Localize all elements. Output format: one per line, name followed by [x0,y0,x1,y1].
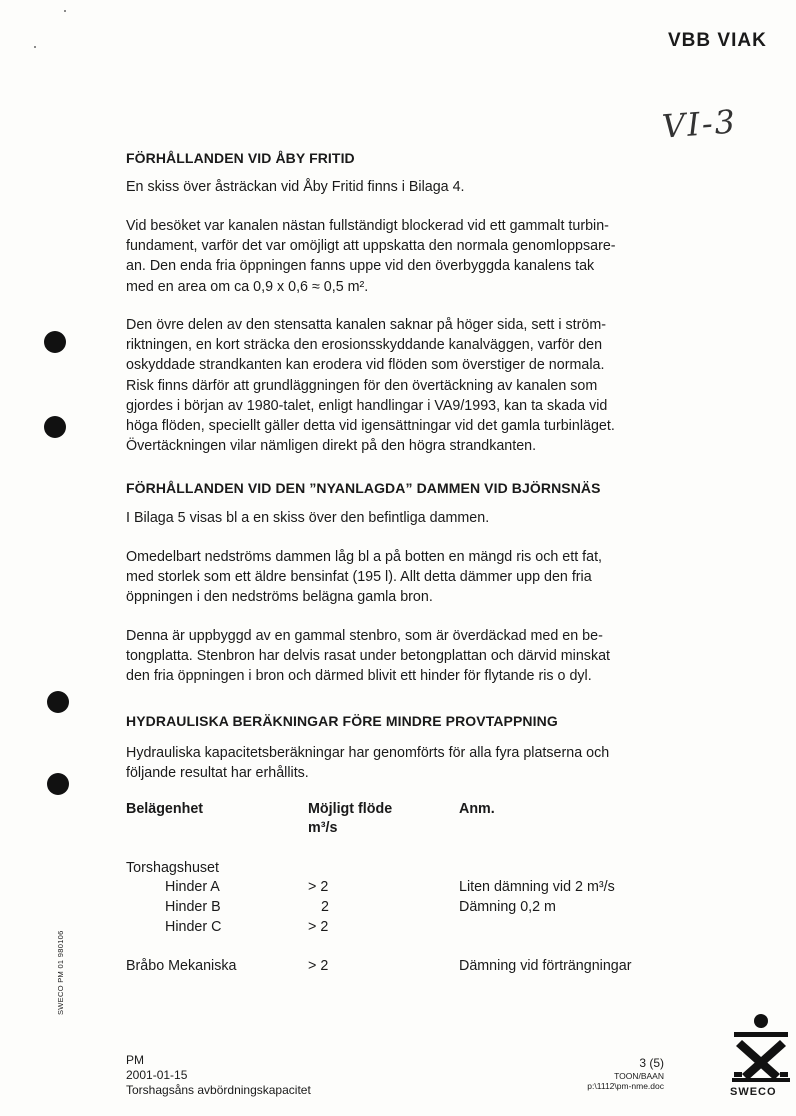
text-line: oskyddade strandkanten kan erodera vid flöden som överstiger de normala. [126,357,605,374]
text-line: med storlek som ett äldre bensinfat (195 l). Allt detta dämmer upp den fria [126,569,592,586]
text-line: Vid besöket var kanalen nästan fullständigt blockerad vid ett gammalt turbin- [126,218,609,234]
punch-hole [47,773,69,795]
handwritten-note: VI-3 [660,102,739,146]
paragraph-aby-blockage [126,216,666,297]
text-line: an. Den enda fria öppningen fanns uppe vid den överbyggda kanalens tak [126,258,595,275]
text-line: Risk finns därför att grundläggningen för den övertäckning av kanalen som [126,377,598,394]
section-heading-hydraulics: HYDRAULISKA BERÄKNINGAR FÖRE MINDRE PROVTAPPNING [126,713,558,729]
paragraph-bjornsnas-intro: I Bilaga 5 visas bl a en skiss över den befintliga dammen. [126,510,490,526]
table-header-flow-unit: m³/s [308,820,338,836]
text-line: Den övre delen av den stensatta kanalen saknar på höger sida, sett i ström- [126,317,607,333]
text-line: med en area om ca 0,9 x 0,6 ≈ 0,5 m². [126,278,369,295]
table-row-remark: Liten dämning vid 2 m³/s [459,879,615,895]
footer-doc-type: PM [126,1053,144,1067]
text-line: följande resultat har erhållits. [126,765,309,782]
punch-hole [47,691,69,713]
brand-header: VBB VIAK [668,30,767,51]
table-row-name: Hinder C [165,919,222,935]
text-line: gjordes i början av 1980-talet, enligt handlingar i VA9/1993, kan ta skada vid [126,397,608,414]
text-line: tongplatta. Stenbron har delvis rasat under betongplattan och därvid minskat [126,648,611,665]
footer-author-info [560,1071,664,1091]
sweco-logo-text: SWECO [730,1086,777,1098]
table-row-name: Hinder A [165,879,220,895]
text-line: Omedelbart nedströms dammen låg bl a på botten en mängd ris och ett fat, [126,549,603,565]
table-row-flow: > 2 [308,958,329,974]
table-header-location: Belägenhet [126,801,204,817]
scan-speck [34,46,36,48]
table-header-remark: Anm. [459,801,495,817]
footer-doc-info [126,1053,311,1098]
text-line: riktningen, en kort sträcka den erosionsskyddande kanalväggen, varför den [126,337,603,354]
table-header-flow: Möjligt flöde [308,801,393,817]
text-line: den fria öppningen i bron och därmed blivit ett hinder för flytande ris o dyl. [126,668,592,685]
punch-hole [44,331,66,353]
table-row-remark: Dämning vid förträngningar [459,958,632,974]
text-line: Denna är uppbyggd av en gammal stenbro, som är överdäckad med en be- [126,628,603,644]
footer-date: 2001-01-15 [126,1068,188,1082]
footer-author: TOON/BAAN [614,1071,664,1081]
punch-hole [44,416,66,438]
table-group-label: Torshagshuset [126,860,219,876]
paragraph-bjornsnas-debris [126,547,666,608]
text-line: fundament, varför det var omöjligt att uppskatta den normala genomloppsare- [126,238,616,255]
text-line: höga flöden, speciellt gäller detta vid igensättningar vid det gamla turbinläget. [126,418,615,435]
paragraph-bjornsnas-bridge [126,626,666,687]
paragraph-aby-erosion [126,315,666,456]
side-document-code: SWECO PM 01 980106 [56,930,65,1015]
section-heading-aby: FÖRHÅLLANDEN VID ÅBY FRITID [126,150,355,166]
paragraph-aby-intro: En skiss över åsträckan vid Åby Fritid finns i Bilaga 4. [126,179,465,195]
section-heading-bjornsnas: FÖRHÅLLANDEN VID DEN ”NYANLAGDA” DAMMEN VID BJÖRNSNÄS [126,480,601,496]
paragraph-hydraulics-intro [126,743,666,783]
table-group-label: Bråbo Mekaniska [126,958,237,974]
scan-speck [64,10,66,12]
text-line: Hydrauliska kapacitetsberäkningar har genomförts för alla fyra platserna och [126,745,610,761]
footer-file-path: p:\1112\pm-nme.doc [587,1081,664,1091]
table-row-remark: Dämning 0,2 m [459,899,556,915]
table-row-flow: > 2 [308,919,329,935]
footer-subject: Torshagsåns avbördningskapacitet [126,1083,311,1097]
table-row-flow: 2 [321,899,329,915]
footer-page-number: 3 (5) [639,1056,664,1070]
table-row-name: Hinder B [165,899,221,915]
text-line: Övertäckningen vilar nämligen direkt på den högra strandkanten. [126,438,537,455]
table-row-flow: > 2 [308,879,329,895]
text-line: öppningen i den nedströms belägna gamla bron. [126,589,433,606]
